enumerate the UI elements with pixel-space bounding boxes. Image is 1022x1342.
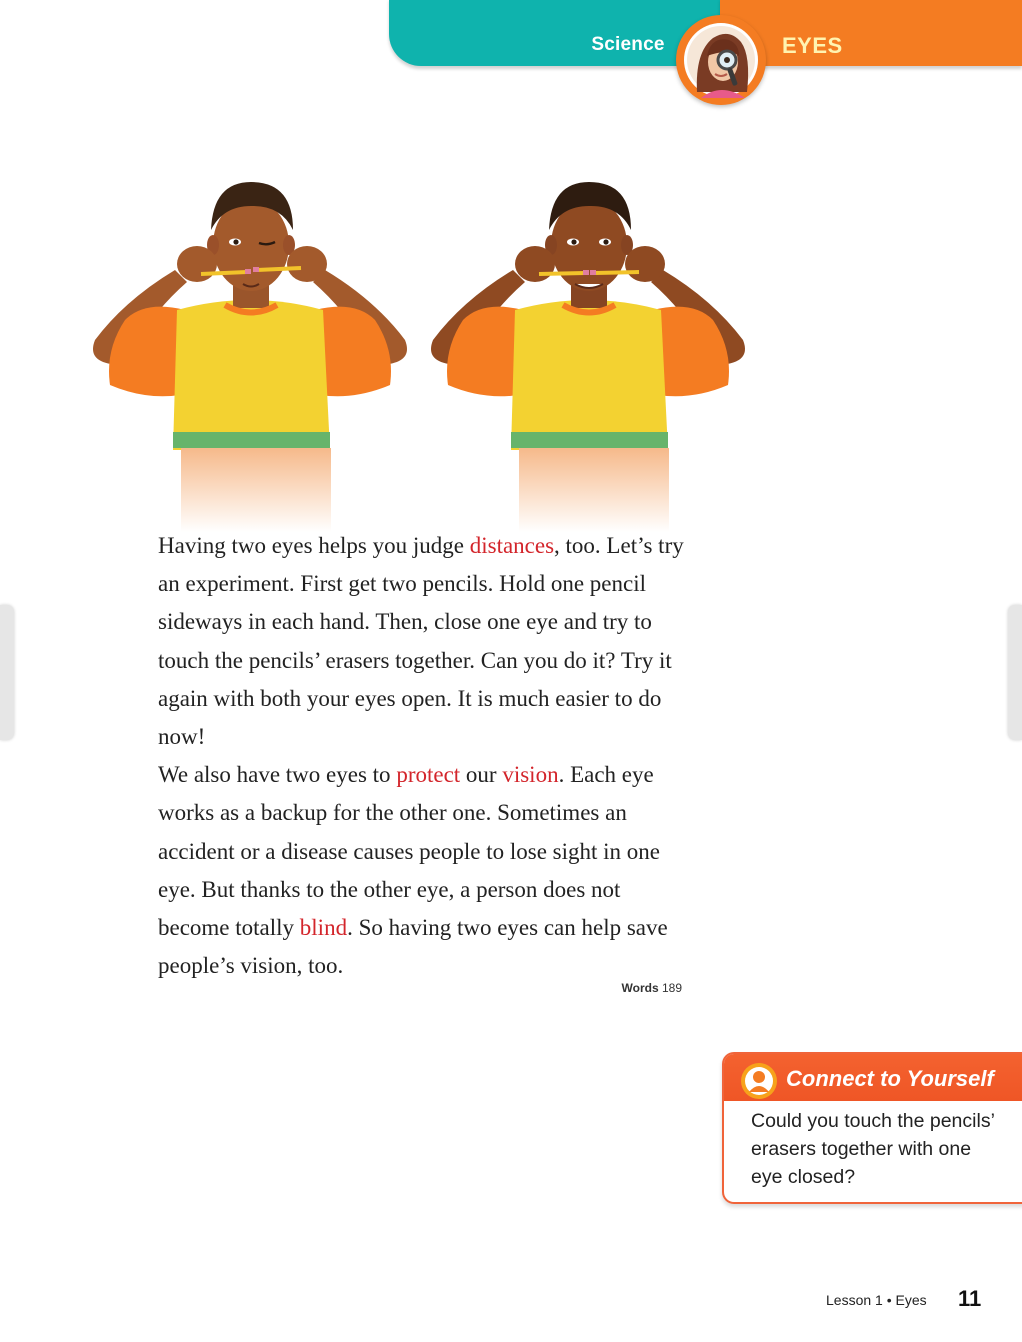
paragraph-text: . So having two eyes can help save people’s vision, too. <box>158 915 668 979</box>
paragraph-text: . Each eye works as a backup for the other one. Sometimes an accident or a disease causes people to lose sight in one eye. But thanks to the other eye, a person does not become totally <box>158 762 661 941</box>
header-subject: Science <box>591 34 665 55</box>
next-page-tab[interactable] <box>1008 605 1022 740</box>
paragraph-text: , too. Let’s try an experiment. First get two pencils. Hold one pencil sideways in each hand. Then, close one eye and try to touch the pencils’ erasers together. Can you do it? Try it again with both your eyes open. It is much easier to do now! <box>158 533 684 750</box>
header-topic: EYES <box>782 33 843 58</box>
connect-header <box>724 1054 1022 1101</box>
connect-title: Connect to Yourself <box>786 1066 994 1091</box>
footer-lesson: Lesson 1 • Eyes <box>826 1292 927 1308</box>
connect-question: Could you touch the pencils’ erasers together with one eye closed? <box>751 1110 995 1188</box>
previous-page-tab[interactable] <box>0 605 14 740</box>
illustration-boy-one-eye-closed <box>85 160 415 532</box>
paragraph-1 <box>118 527 688 756</box>
page-number: 11 <box>958 1286 982 1311</box>
word-count-value: 189 <box>661 981 682 995</box>
illustration-boy-both-eyes-open <box>423 160 753 532</box>
word-count <box>612 981 682 995</box>
paragraph-text: We also have two eyes to <box>158 762 397 788</box>
vocab-word-vision[interactable]: vision <box>502 762 559 788</box>
connect-to-yourself-box <box>722 1052 1022 1204</box>
paragraph-2 <box>118 756 688 985</box>
vocab-word-protect[interactable]: protect <box>396 762 461 788</box>
paragraph-text: our <box>460 762 503 788</box>
header-badge <box>676 15 766 105</box>
reading-passage <box>118 527 688 985</box>
word-count-label: Words <box>621 981 659 995</box>
connect-head-icon <box>740 1062 778 1100</box>
paragraph-text: Having two eyes helps you judge <box>158 533 470 558</box>
vocab-word-distances[interactable]: distances <box>469 533 555 558</box>
girl-with-magnifier-icon <box>683 22 759 98</box>
vocab-word-blind[interactable]: blind <box>299 915 348 941</box>
